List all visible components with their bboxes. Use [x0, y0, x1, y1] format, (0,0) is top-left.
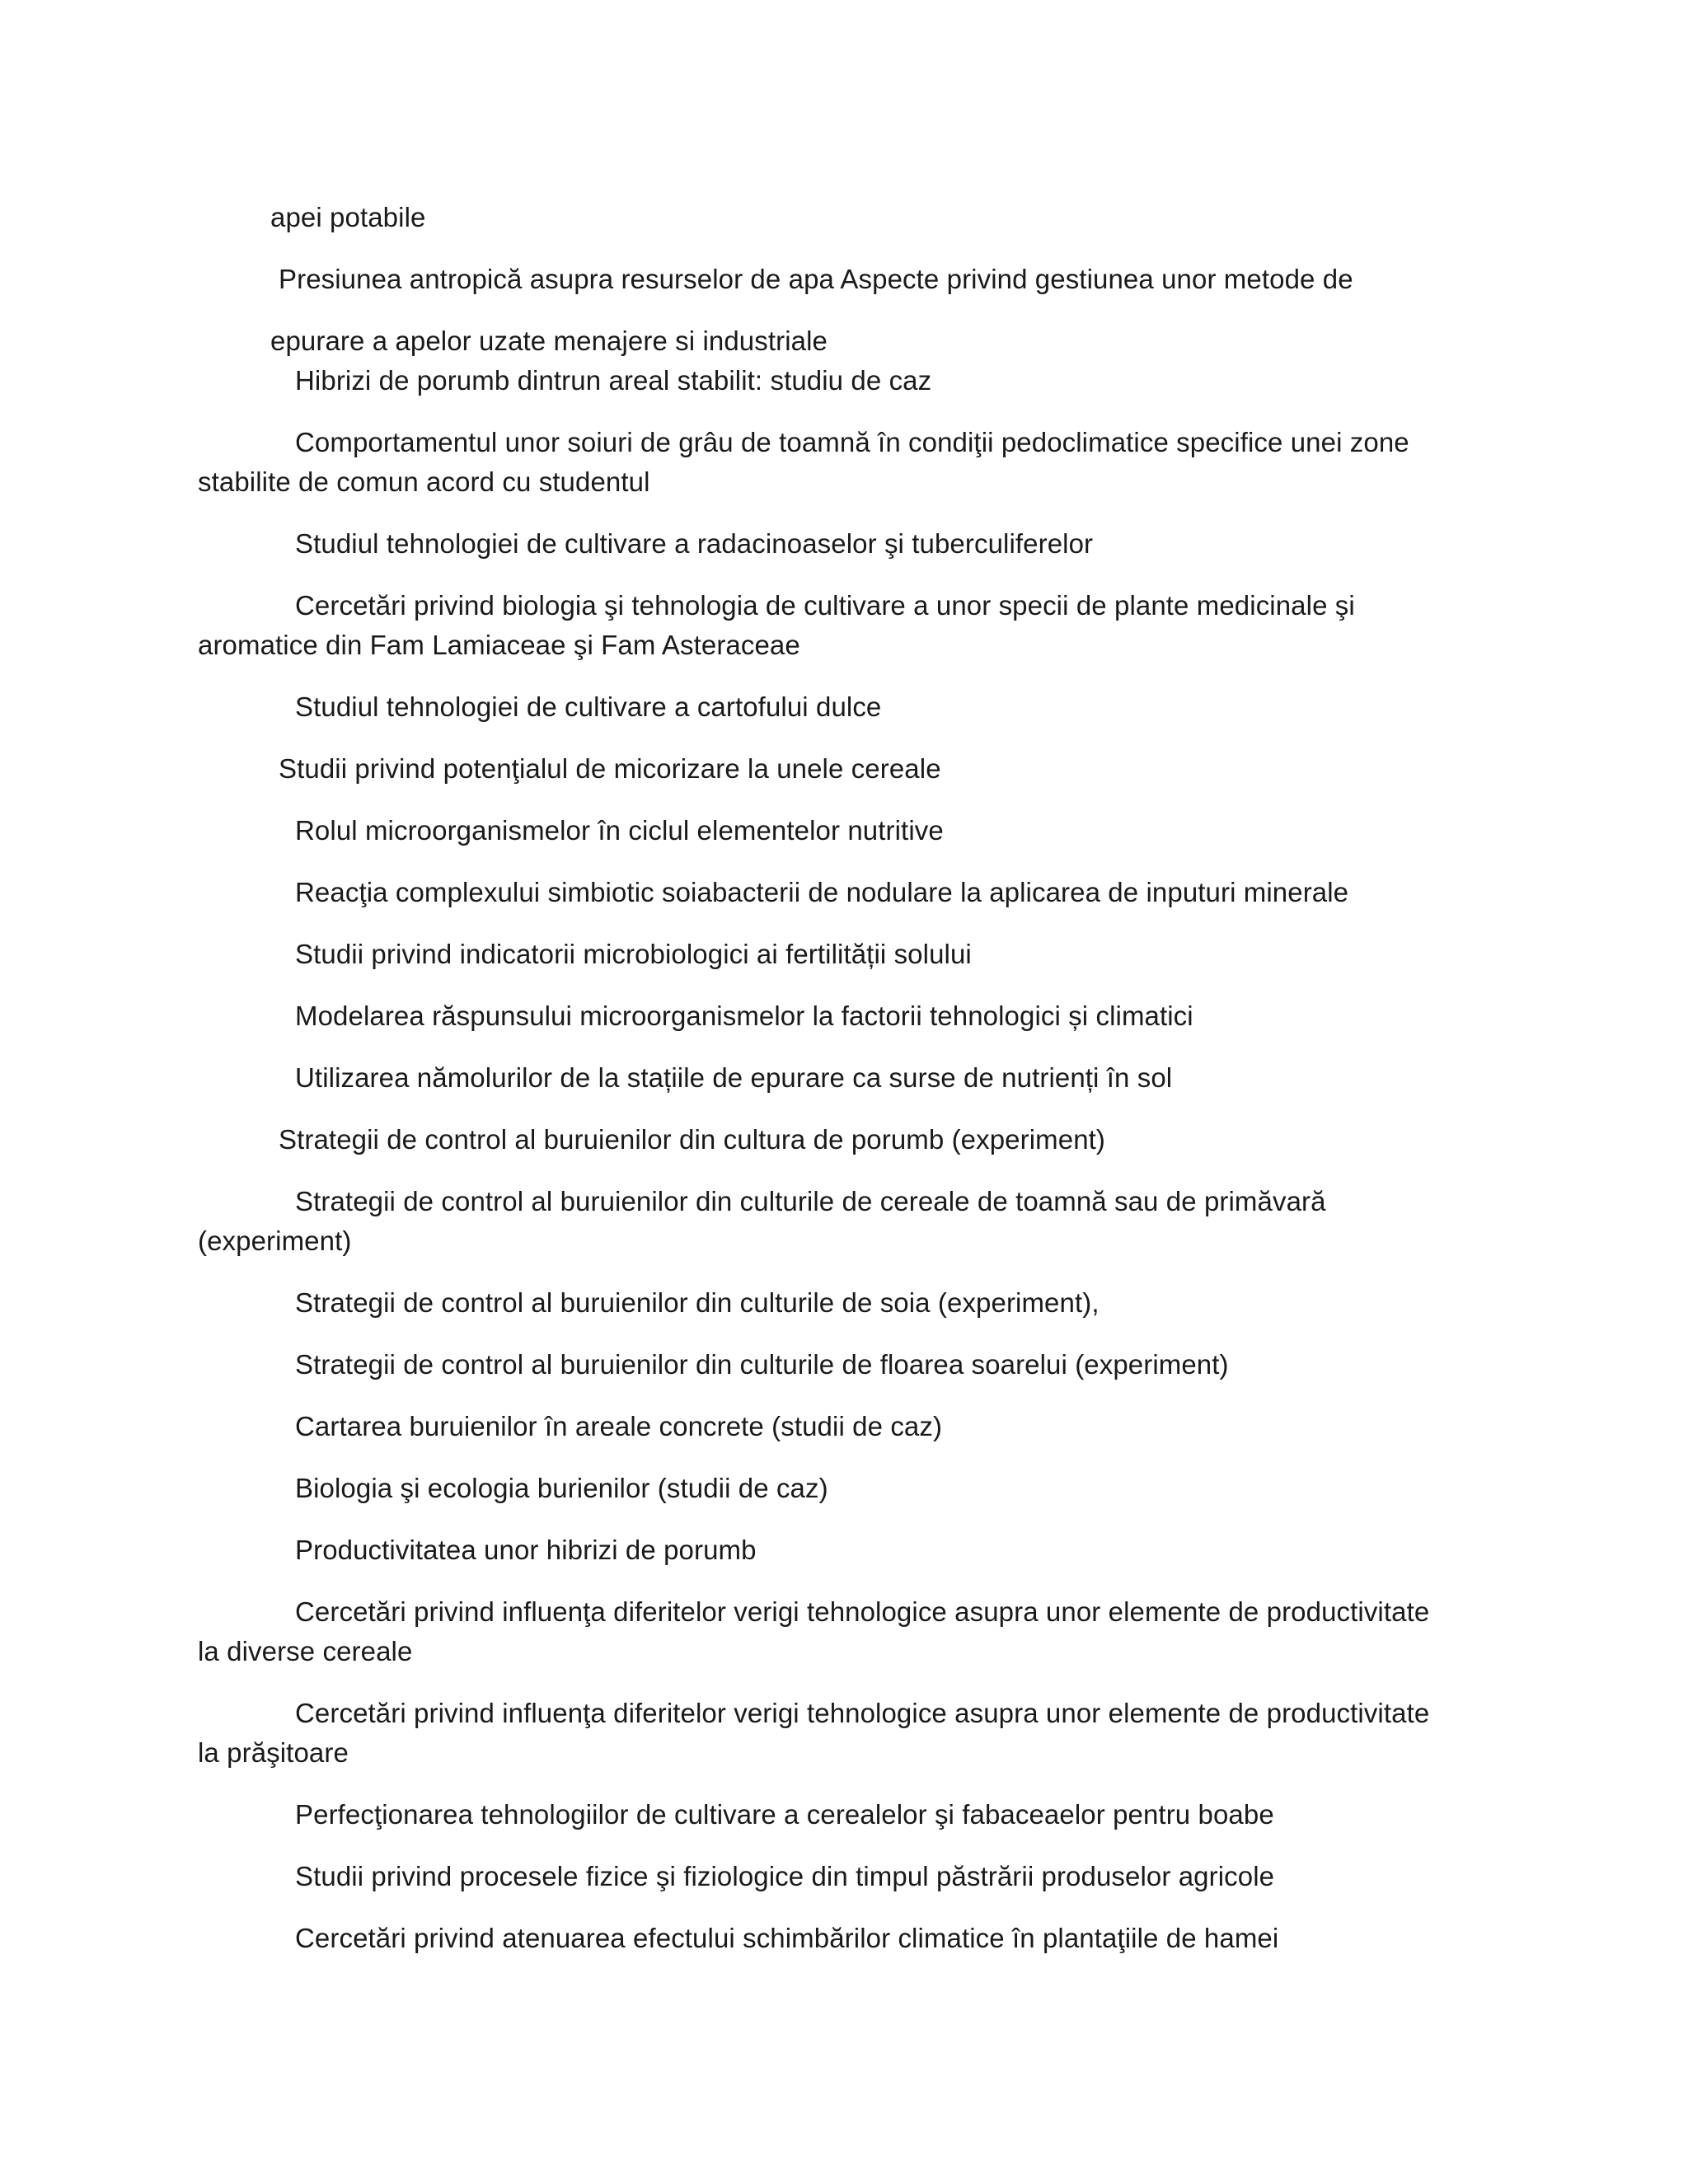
- text-line: Comportamentul unor soiuri de grâu de toamnă în condiţii pedoclimatice specifice unei zone: [295, 427, 1409, 457]
- text-line: stabilite de comun acord cu studentul: [198, 466, 650, 497]
- text-line: Strategii de control al buruienilor din culturile de cereale de toamnă sau de primăvară: [295, 1186, 1326, 1216]
- text-line: Studiul tehnologiei de cultivare a radacinoaselor şi tuberculiferelor: [295, 528, 1094, 559]
- text-line: (experiment): [198, 1226, 352, 1256]
- text-line: Presiunea antropică asupra resurselor de apa Aspecte privind gestiunea unor metode de: [279, 264, 1353, 294]
- text-line: apei potabile: [270, 202, 426, 232]
- text-line: Studii privind procesele fizice şi fiziologice din timpul păstrării produselor agricole: [295, 1861, 1275, 1891]
- text-line: la diverse cereale: [198, 1636, 413, 1666]
- text-line: Studii privind potenţialul de micorizare la unele cereale: [279, 753, 941, 784]
- text-line: Cercetări privind atenuarea efectului schimbărilor climatice în plantaţiile de hamei: [295, 1923, 1279, 1953]
- text-line: Productivitatea unor hibrizi de porumb: [295, 1535, 757, 1565]
- text-line: Studii privind indicatorii microbiologici ai fertilității solului: [295, 939, 972, 969]
- text-line: Cercetări privind biologia şi tehnologia de cultivare a unor specii de plante medicinale şi: [295, 590, 1355, 621]
- text-line: Reacţia complexului simbiotic soiabacterii de nodulare la aplicarea de inputuri minerale: [295, 877, 1349, 907]
- text-line: aromatice din Fam Lamiaceae şi Fam Asteraceae: [198, 630, 800, 660]
- text-line: Modelarea răspunsului microorganismelor la factorii tehnologici și climatici: [295, 1001, 1193, 1031]
- text-line: Strategii de control al buruienilor din culturile de floarea soarelui (experiment): [295, 1349, 1229, 1380]
- text-line: Cercetări privind influenţa diferitelor verigi tehnologice asupra unor elemente de productivitate: [295, 1698, 1430, 1728]
- text-line: epurare a apelor uzate menajere si industriale: [270, 326, 828, 356]
- text-line: Strategii de control al buruienilor din culturile de soia (experiment),: [295, 1287, 1100, 1318]
- text-line: Biologia şi ecologia burienilor (studii de caz): [295, 1473, 828, 1503]
- text-line: Strategii de control al buruienilor din cultura de porumb (experiment): [279, 1124, 1106, 1155]
- text-line: Rolul microorganismelor în ciclul elementelor nutritive: [295, 815, 944, 846]
- text-line: Hibrizi de porumb dintrun areal stabilit: studiu de caz: [295, 365, 932, 396]
- text-line: la prăşitoare: [198, 1737, 349, 1768]
- text-line: Utilizarea nămolurilor de la stațiile de epurare ca surse de nutrienți în sol: [295, 1062, 1173, 1093]
- text-line: Studiul tehnologiei de cultivare a cartofului dulce: [295, 691, 882, 722]
- text-line: Cartarea buruienilor în areale concrete (studii de caz): [295, 1411, 943, 1441]
- text-line: Perfecţionarea tehnologiilor de cultivare a cerealelor şi fabaceaelor pentru boabe: [295, 1799, 1274, 1830]
- text-line: Cercetări privind influenţa diferitelor verigi tehnologice asupra unor elemente de productivitate: [295, 1596, 1430, 1627]
